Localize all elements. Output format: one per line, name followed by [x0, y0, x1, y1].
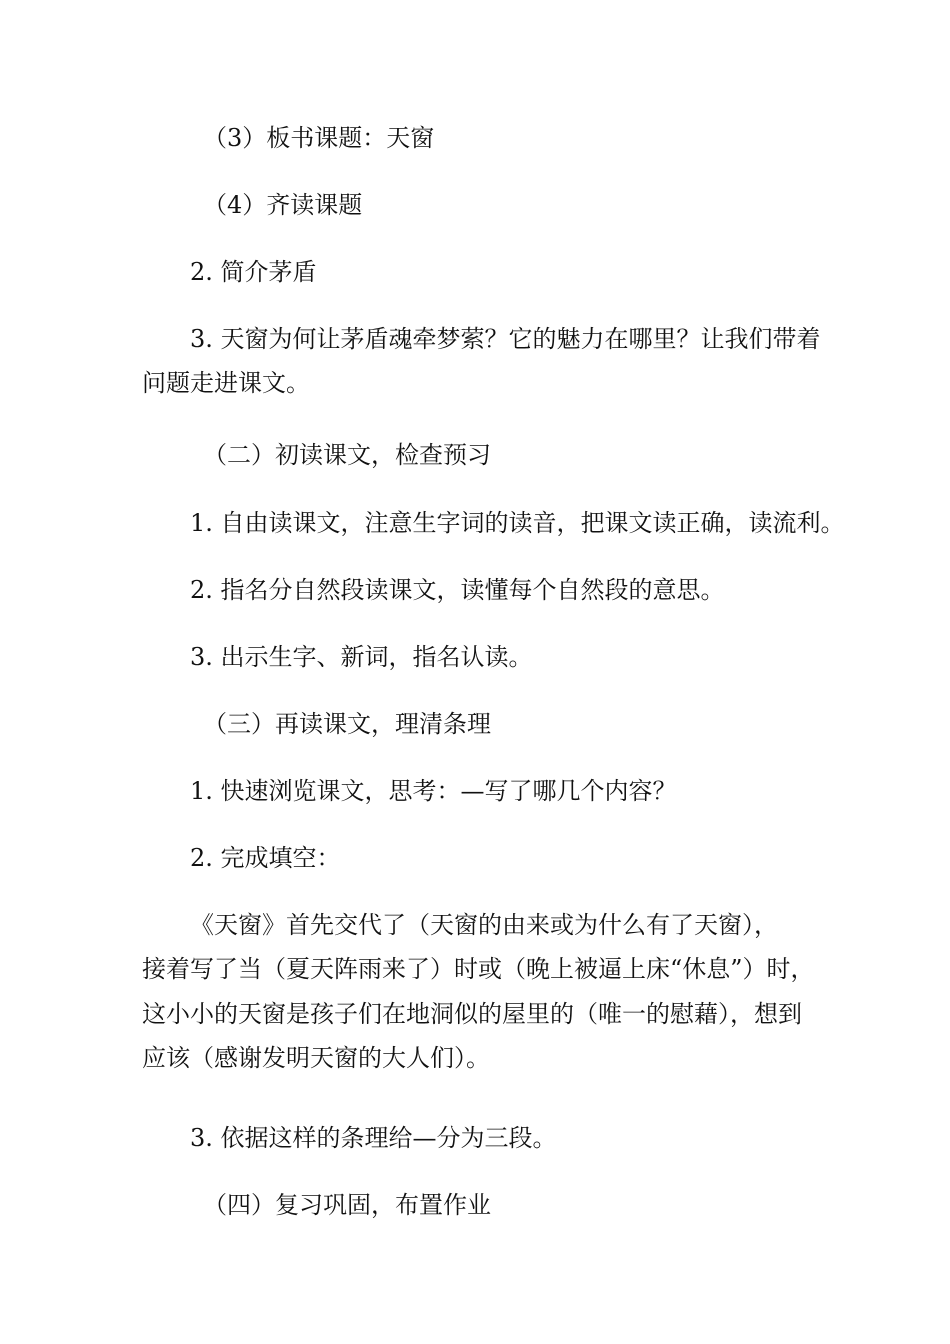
step-item-new-words: 3. 出示生字、新词，指名认读。 [190, 643, 533, 671]
step-item-free-read: 1. 自由读课文，注意生字词的读音，把课文读正确，读流利。 [190, 509, 845, 537]
step-heading-board-title: （3）板书课题：天窗 [203, 124, 435, 152]
step-item-question-line2: 问题走进课文。 [142, 369, 310, 397]
fill-paragraph-line2: 接着写了当（夏天阵雨来了）时或（晚上被逼上床“休息”）时， [142, 955, 815, 983]
fill-paragraph-line3: 这小小的天窗是孩子们在地洞似的屋里的（唯一的慰藉），想到 [142, 1000, 802, 1028]
fill-paragraph-line4: 应该（感谢发明天窗的大人们）。 [142, 1044, 490, 1072]
step-item-question-line1: 3. 天窗为何让茅盾魂牵梦萦？它的魅力在哪里？让我们带着 [190, 325, 821, 353]
step-heading-read-title: （4）齐读课题 [203, 191, 363, 219]
step-item-browse: 1. 快速浏览课文，思考：—写了哪几个内容？ [190, 777, 677, 805]
step-item-paragraph-read: 2. 指名分自然段读课文，读懂每个自然段的意思。 [190, 576, 725, 604]
section-heading-first-read: （二）初读课文，检查预习 [203, 441, 491, 469]
section-heading-review: （四）复习巩固，布置作业 [203, 1191, 491, 1219]
step-item-fill-blank: 2. 完成填空： [190, 844, 341, 872]
step-item-divide-sections: 3. 依据这样的条理给—分为三段。 [190, 1124, 557, 1152]
section-heading-reread: （三）再读课文，理清条理 [203, 710, 491, 738]
fill-paragraph-line1: 《天窗》首先交代了（天窗的由来或为什么有了天窗）， [190, 911, 778, 939]
step-item-intro-author: 2. 简介茅盾 [190, 258, 317, 286]
